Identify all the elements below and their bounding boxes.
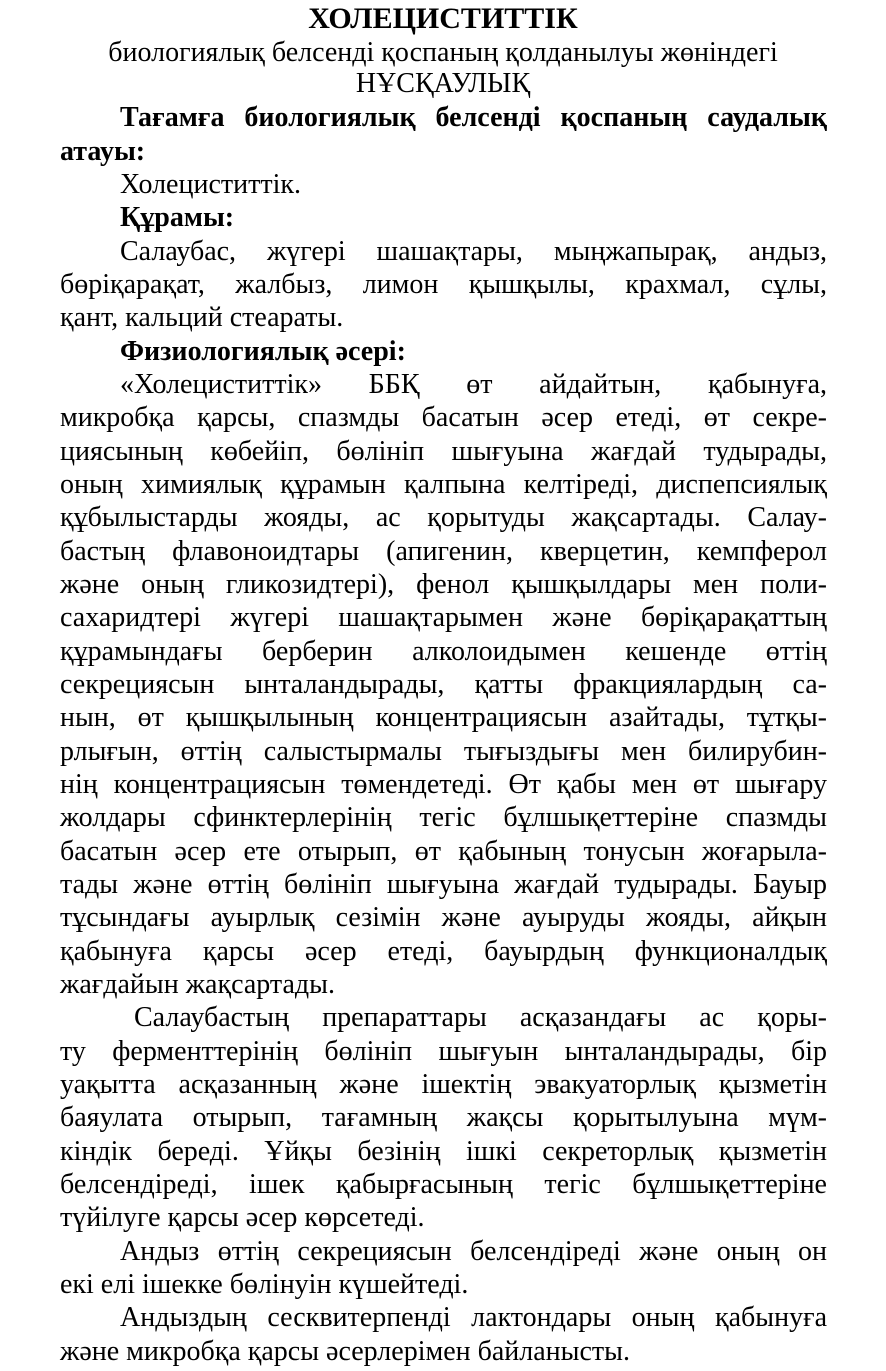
paragraph-line: қабынуға қарсы әсер етеді, бауырдың функционалдық	[60, 936, 827, 967]
paragraph-line: екі елі ішекке бөлінуін күшейтеді.	[60, 1269, 469, 1300]
paragraph-line: құбылыстарды жояды, ас қорытуды жақсартады. Салау-	[60, 502, 827, 533]
paragraph-line: Салаубастың препараттары асқазандағы ас қоры-	[134, 1002, 827, 1033]
paragraph-line: секрециясын ынталандырады, қатты фракциялардың са-	[60, 669, 827, 700]
composition-line: қант, кальций стеараты.	[60, 302, 344, 333]
paragraph-line: рлығын, өттің салыстырмалы тығыздығы мен билирубин-	[60, 736, 827, 767]
paragraph-line: уақытта асқазанның және ішектің эвакуаторлық қызметін	[60, 1069, 827, 1100]
paragraph-line: жолдары сфинктерлерінің тегіс бұлшықеттеріне спазмды	[60, 802, 827, 833]
composition-line: Салаубас, жүгері шашақтары, мыңжапырақ, андыз,	[120, 236, 827, 267]
paragraph-line: және оның гликозидтері), фенол қышқылдары мен поли-	[60, 569, 827, 600]
paragraph-line: нің концентрациясын төмендетеді. Өт қабы мен өт шығару	[60, 769, 827, 800]
paragraph-line: нын, өт қышқылының концентрациясын азайтады, тұтқы-	[60, 702, 827, 733]
document-subtitle: биологиялық белсенді қоспаның қолданылуы жөніндегі	[108, 37, 778, 68]
paragraph-line: құрамындағы берберин алколоидымен кешенде өттің	[60, 636, 827, 667]
paragraph-line: баяулата отырып, тағамның жақсы қорытылуына мүм-	[60, 1102, 827, 1133]
paragraph-line: бастың флавоноидтары (апигенин, кверцетин, кемпферол	[60, 536, 827, 567]
trade-name-heading-cont: атауы:	[60, 136, 146, 167]
paragraph-line: және микробқа қарсы әсерлерімен байланысты.	[60, 1336, 630, 1367]
paragraph-line: тұсындағы ауырлық сезімін және ауыруды жояды, айқын	[60, 902, 827, 933]
paragraph-line: оның химиялық құрамын қалпына келтіреді, диспепсиялық	[60, 469, 827, 500]
paragraph-line: кіндік береді. Ұйқы безінің ішкі секреторлық қызметін	[60, 1136, 827, 1167]
composition-line: бөріқарақат, жалбыз, лимон қышқылы, крахмал, сұлы,	[60, 269, 827, 300]
paragraph-line: жағдайын жақсартады.	[60, 969, 335, 1000]
composition-heading: Құрамы:	[120, 202, 235, 233]
paragraph-line: микробқа қарсы, спазмды басатын әсер етеді, өт секре-	[60, 402, 827, 433]
paragraph-line: Андыздың сесквитерпенді лактондары оның қабынуға	[120, 1302, 827, 1333]
paragraph-line: тады және өттің бөлініп шығуына жағдай тудырады. Бауыр	[60, 869, 827, 900]
trade-name-heading: Тағамға биологиялық белсенді қоспаның саудалық	[120, 102, 827, 133]
paragraph-line: басатын әсер ете отырып, өт қабының тонусын жоғарыла-	[60, 836, 827, 867]
paragraph-line: циясының көбейіп, бөлініп шығуына жағдай тудырады,	[60, 436, 827, 467]
physiological-effect-heading: Физиологиялық әсері:	[120, 336, 406, 367]
paragraph-line: Андыз өттің секрециясын белсендіреді және оның он	[120, 1236, 827, 1267]
trade-name-value: Холециститтік.	[120, 169, 301, 200]
paragraph-line: сахаридтері жүгері шашақтарымен және бөріқарақаттың	[60, 602, 827, 633]
document-subtitle-2: НҰСҚАУЛЫҚ	[355, 68, 531, 99]
paragraph-line: түйілуге қарсы әсер көрсетеді.	[60, 1202, 425, 1233]
paragraph-line: ту ферменттерінің бөлініп шығуын ынталандырады, бір	[60, 1036, 827, 1067]
paragraph-line: белсендіреді, ішек қабырғасының тегіс бұлшықеттеріне	[60, 1169, 827, 1200]
paragraph-line: «Холециститтік» ББҚ өт айдайтын, қабынуға,	[120, 369, 827, 400]
document-title: ХОЛЕЦИСТИТТІК	[308, 2, 578, 35]
